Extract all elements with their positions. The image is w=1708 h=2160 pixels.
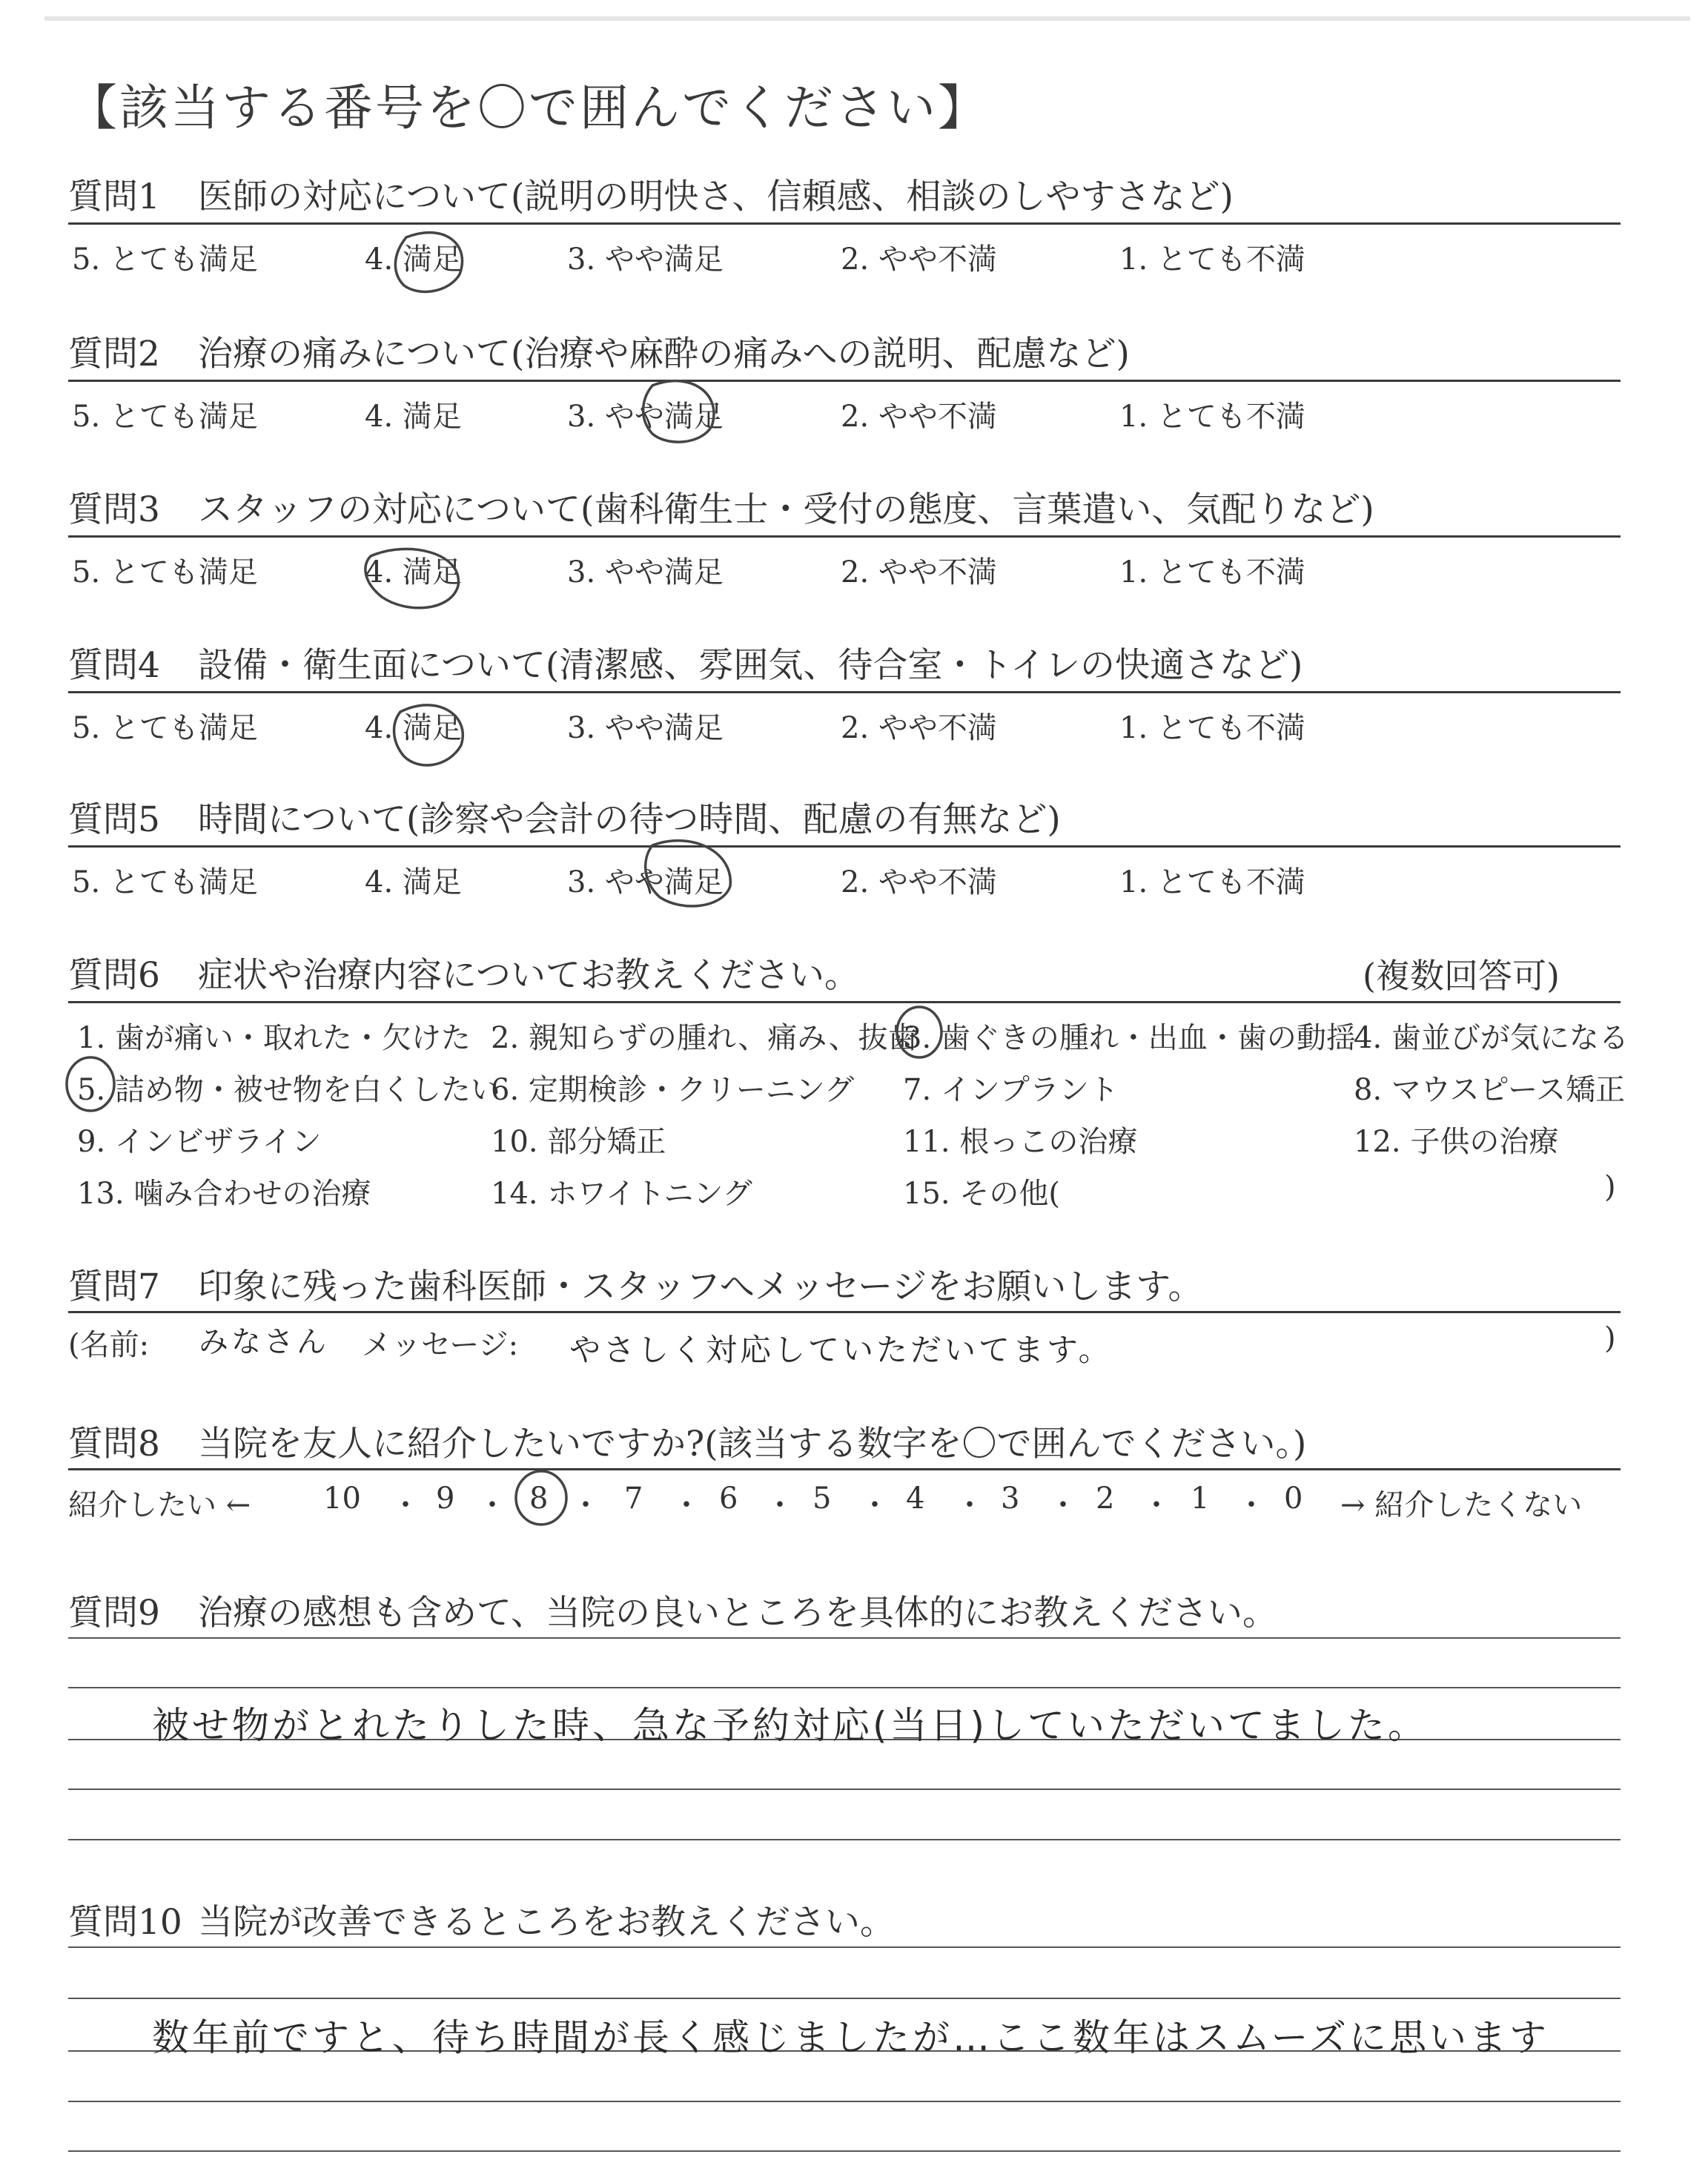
option-somewhat-satisfied[interactable]: 3. やや満足 [567,711,724,745]
option-satisfied[interactable]: 4. 満足 [365,555,462,589]
form-instructions: 【該当する番号を〇で囲んでください】 [68,79,989,136]
message-label: メッセージ: [362,1328,519,1362]
question-6: 質問6 症状や治療内容についてお教えください。 [68,955,860,996]
scale-7[interactable]: 7 [624,1482,643,1516]
question-1-rule [68,222,1621,225]
symptom-option-11[interactable]: 11. 根っこの治療 [903,1125,1138,1159]
scale-separator: ・ [1237,1488,1266,1522]
option-somewhat-satisfied[interactable]: 3. やや満足 [567,242,724,277]
option-very-dissatisfied[interactable]: 1. とても不満 [1119,865,1305,899]
symptom-option-10[interactable]: 10. 部分矯正 [491,1125,666,1159]
answer-line [68,1637,1621,1639]
option-somewhat-dissatisfied[interactable]: 2. やや不満 [841,555,997,589]
scale-10[interactable]: 10 [323,1482,361,1516]
scale-separator: ・ [860,1488,890,1522]
question-8: 質問8 当院を友人に紹介したいですか?(該当する数字を〇で囲んでください。) [68,1424,1307,1464]
scale-separator: ・ [1142,1488,1171,1522]
scale-separator: ・ [1048,1488,1078,1522]
question-2: 質問2 治療の痛みについて(治療や麻酔の痛みへの説明、配慮など) [68,334,1130,374]
question-5-rule [68,845,1621,848]
recommend-label: 紹介したい ← [68,1488,251,1522]
good-points-answer[interactable]: 被せ物がとれたりした時、急な予約対応(当日)していただいてました。 [152,1704,1429,1747]
scale-5[interactable]: 5 [812,1482,832,1516]
symptom-option-14[interactable]: 14. ホワイトニング [491,1177,752,1211]
symptom-option-6[interactable]: 6. 定期検診・クリーニング [491,1073,855,1107]
not-recommend-label: → 紹介したくない [1340,1488,1583,1522]
symptom-option-12[interactable]: 12. 子供の治療 [1354,1125,1559,1159]
question-3: 質問3 スタッフの対応について(歯科衛生士・受付の態度、言葉遣い、気配りなど) [68,489,1374,530]
answer-line [68,1687,1621,1688]
question-4-rule [68,691,1621,693]
option-very-satisfied[interactable]: 5. とても満足 [72,711,258,745]
option-somewhat-dissatisfied[interactable]: 2. やや不満 [841,865,997,899]
scale-1[interactable]: 1 [1191,1482,1210,1516]
scale-separator: ・ [391,1488,420,1522]
option-satisfied[interactable]: 4. 満足 [365,865,462,899]
symptom-option-15-other[interactable]: 15. その他( [903,1177,1060,1211]
option-satisfied[interactable]: 4. 満足 [365,711,462,745]
symptom-option-4[interactable]: 4. 歯並びが気になる [1354,1021,1629,1055]
top-scan-edge [44,16,1690,21]
question-4: 質問4 設備・衛生面について(清潔感、雰囲気、待合室・トイレの快適さなど) [68,645,1303,686]
option-somewhat-dissatisfied[interactable]: 2. やや不満 [841,711,997,745]
answer-line [68,2150,1621,2152]
question-9: 質問9 治療の感想も含めて、当院の良いところを具体的にお教えください。 [68,1593,1278,1634]
question-1: 質問1 医師の対応について(説明の明快さ、信頼感、相談のしやすさなど) [68,176,1234,217]
symptom-option-7[interactable]: 7. インプラント [903,1073,1119,1107]
option-somewhat-satisfied[interactable]: 3. やや満足 [567,555,724,589]
question-6-rule [68,1001,1621,1003]
improvement-answer[interactable]: 数年前ですと、待ち時間が長く感じましたが…ここ数年はスムーズに思います [152,2016,1549,2059]
answer-line [68,1946,1621,1948]
symptom-option-5[interactable]: 5. 詰め物・被せ物を白くしたい [77,1073,500,1107]
scale-separator: ・ [477,1488,507,1522]
option-somewhat-satisfied[interactable]: 3. やや満足 [567,865,724,899]
message-close-paren: ) [1604,1321,1616,1355]
answer-line [68,2101,1621,2102]
option-very-satisfied[interactable]: 5. とても満足 [72,400,258,434]
name-label: (名前: [68,1328,150,1362]
scale-separator: ・ [955,1488,984,1522]
answer-line [68,1789,1621,1790]
option-satisfied[interactable]: 4. 満足 [365,242,462,277]
question-3-rule [68,535,1621,538]
scale-4[interactable]: 4 [906,1482,925,1516]
question-7-rule [68,1311,1621,1313]
answer-line [68,1839,1621,1840]
symptom-option-8[interactable]: 8. マウスピース矯正 [1354,1073,1626,1107]
scale-3[interactable]: 3 [1001,1482,1020,1516]
question-8-rule [68,1468,1621,1470]
question-2-rule [68,380,1621,382]
other-close-paren: ) [1604,1170,1616,1204]
option-very-dissatisfied[interactable]: 1. とても不満 [1119,711,1305,745]
symptom-option-2[interactable]: 2. 親知らずの腫れ、痛み、抜歯 [491,1021,918,1055]
option-very-dissatisfied[interactable]: 1. とても不満 [1119,555,1305,589]
symptom-option-3[interactable]: 3. 歯ぐきの腫れ・出血・歯の動揺 [903,1021,1356,1055]
scale-9[interactable]: 9 [436,1482,455,1516]
symptom-option-9[interactable]: 9. インビザライン [77,1125,322,1159]
option-very-satisfied[interactable]: 5. とても満足 [72,865,258,899]
symptom-option-1[interactable]: 1. 歯が痛い・取れた・欠けた [77,1021,471,1055]
scale-separator: ・ [765,1488,795,1522]
option-satisfied[interactable]: 4. 満足 [365,400,462,434]
option-very-dissatisfied[interactable]: 1. とても不満 [1119,242,1305,277]
scale-separator: ・ [571,1488,600,1522]
option-somewhat-dissatisfied[interactable]: 2. やや不満 [841,400,997,434]
scale-8[interactable]: 8 [529,1482,549,1516]
question-7: 質問7 印象に残った歯科医師・スタッフへメッセージをお願いします。 [68,1266,1203,1307]
answer-line [68,1998,1621,1999]
question-5: 質問5 時間について(診察や会計の待つ時間、配慮の有無など) [68,799,1061,840]
scale-2[interactable]: 2 [1096,1482,1115,1516]
scale-separator: ・ [672,1488,701,1522]
option-somewhat-dissatisfied[interactable]: 2. やや不満 [841,242,997,277]
question-10: 質問10 当院が改善できるところをお教えください。 [68,1902,895,1943]
symptom-option-13[interactable]: 13. 噛み合わせの治療 [77,1177,371,1211]
option-very-satisfied[interactable]: 5. とても満足 [72,242,258,277]
option-very-satisfied[interactable]: 5. とても満足 [72,555,258,589]
option-very-dissatisfied[interactable]: 1. とても不満 [1119,400,1305,434]
option-somewhat-satisfied[interactable]: 3. やや満足 [567,400,724,434]
respondent-name[interactable]: みなさん [199,1325,329,1359]
multiple-answers-note: (複数回答可) [1363,956,1560,996]
staff-message[interactable]: やさしく対応していただいてます。 [569,1332,1113,1368]
scale-0[interactable]: 0 [1284,1482,1303,1516]
scale-6[interactable]: 6 [719,1482,738,1516]
